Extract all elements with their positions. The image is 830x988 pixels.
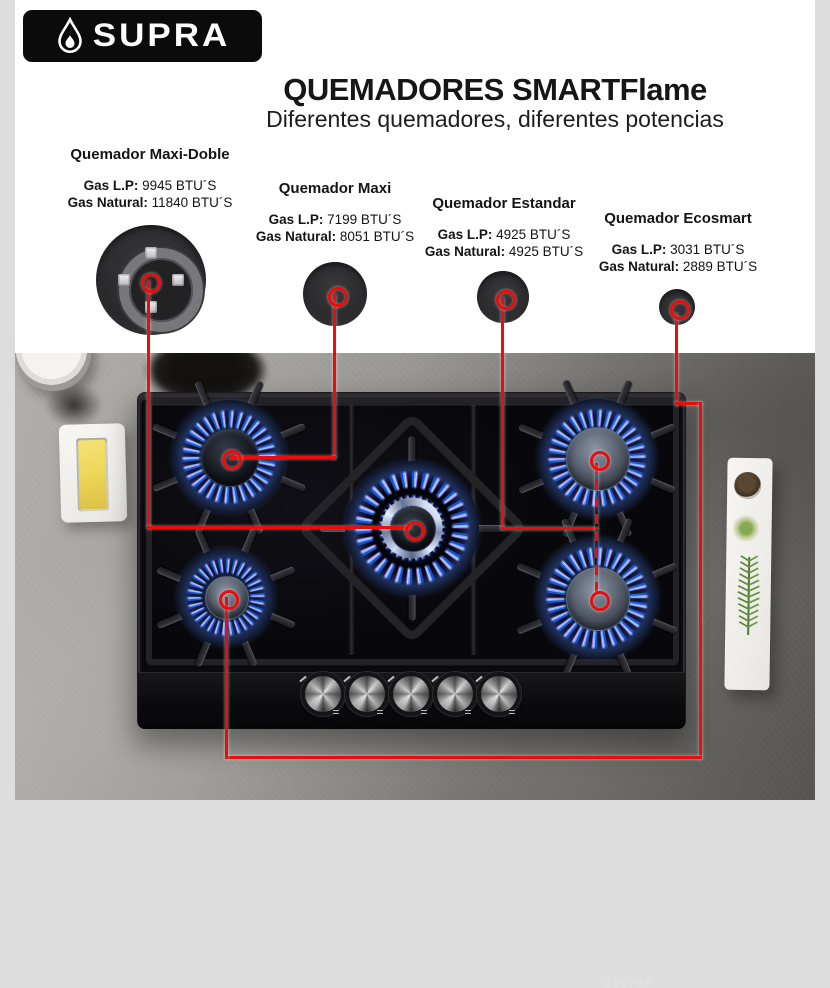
spec-lp: Gas L.P: 4925 BTU´S <box>437 227 571 242</box>
connector-line-maxi-doble <box>147 280 150 528</box>
spec-nat: Gas Natural: 8051 BTU´S <box>255 229 415 244</box>
cooktop-logo-text: SUPRA <box>614 978 654 988</box>
knob-mark <box>387 676 394 683</box>
page-subtitle: Diferentes quemadores, diferentes potencias <box>266 106 724 132</box>
connector-line-maxi <box>229 456 336 459</box>
burner-knob-4 <box>437 676 473 712</box>
connector-line-maxi <box>333 294 336 459</box>
page-title: QUEMADORES SMARTFlame <box>283 72 707 107</box>
target-marker <box>328 287 348 307</box>
brand-logo <box>23 10 262 62</box>
knob-mark <box>431 676 438 683</box>
gas-cooktop <box>138 393 685 988</box>
knob-flame-mark <box>465 710 471 715</box>
connector-line-ecosmart <box>226 756 702 759</box>
connector-line-ecosmart <box>699 402 702 759</box>
spec-nat: Gas Natural: 2889 BTU´S <box>598 259 758 274</box>
knob-mark <box>343 676 350 683</box>
knob-flame-mark <box>377 710 383 715</box>
connector-line-estandar <box>501 297 504 529</box>
butter-dish <box>59 423 128 523</box>
butter-recess <box>76 438 109 512</box>
cooktop-logo <box>603 978 654 988</box>
connector-line-estandar <box>501 527 598 530</box>
infographic <box>15 0 815 988</box>
connector-line-estandar-dashed <box>595 463 598 594</box>
connector-line-ecosmart <box>675 313 678 405</box>
burner-knob-2 <box>349 676 385 712</box>
peppercorn-bowl <box>734 472 761 499</box>
target-marker-bottom-left-burner <box>219 590 239 610</box>
knob-mark <box>475 676 482 683</box>
knob-flame-mark <box>509 710 515 715</box>
target-marker <box>496 290 516 310</box>
connector-line-maxi-doble <box>147 526 412 529</box>
target-marker-bottom-right-burner <box>590 591 610 611</box>
burner-ring <box>119 248 203 332</box>
target-marker <box>670 300 690 320</box>
butter <box>78 440 107 510</box>
rosemary-sprig <box>731 553 766 639</box>
herb-tray <box>724 458 772 691</box>
spec-lp: Gas L.P: 7199 BTU´S <box>268 212 402 227</box>
knob-flame-mark <box>421 710 427 715</box>
flame-icon <box>55 17 85 55</box>
burner-notch <box>172 274 184 286</box>
burner-knob-3 <box>393 676 429 712</box>
connector-line-ecosmart <box>675 402 702 405</box>
connector-line-ecosmart <box>225 597 228 759</box>
header <box>15 0 815 353</box>
spec-title: Quemador Estandar <box>432 195 576 212</box>
knob-flame-mark <box>333 710 339 715</box>
spec-lp: Gas L.P: 3031 BTU´S <box>611 242 745 257</box>
spec-nat: Gas Natural: 11840 BTU´S <box>67 195 233 210</box>
target-marker-center-burner <box>405 521 425 541</box>
spec-title: Quemador Maxi-Doble <box>70 146 230 163</box>
burner-knob-1 <box>305 676 341 712</box>
spec-lp: Gas L.P: 9945 BTU´S <box>83 178 217 193</box>
burner-notch <box>145 247 157 259</box>
target-marker <box>141 273 161 293</box>
control-panel <box>138 672 685 988</box>
spec-nat: Gas Natural: 4925 BTU´S <box>424 244 584 259</box>
spec-ecosmart <box>568 210 788 275</box>
microgreens-bowl <box>732 515 759 542</box>
burner-notch <box>118 274 130 286</box>
spec-title: Quemador Maxi <box>278 180 392 197</box>
knob-mark <box>299 676 306 683</box>
spec-title: Quemador Ecosmart <box>604 210 752 227</box>
flame-icon <box>603 978 611 988</box>
brand-logo-text: SUPRA <box>92 17 231 54</box>
target-marker-top-left-burner <box>222 450 242 470</box>
kitchen-photo <box>15 353 815 988</box>
target-marker-top-right-burner <box>590 451 610 471</box>
burner-knob-5 <box>481 676 517 712</box>
